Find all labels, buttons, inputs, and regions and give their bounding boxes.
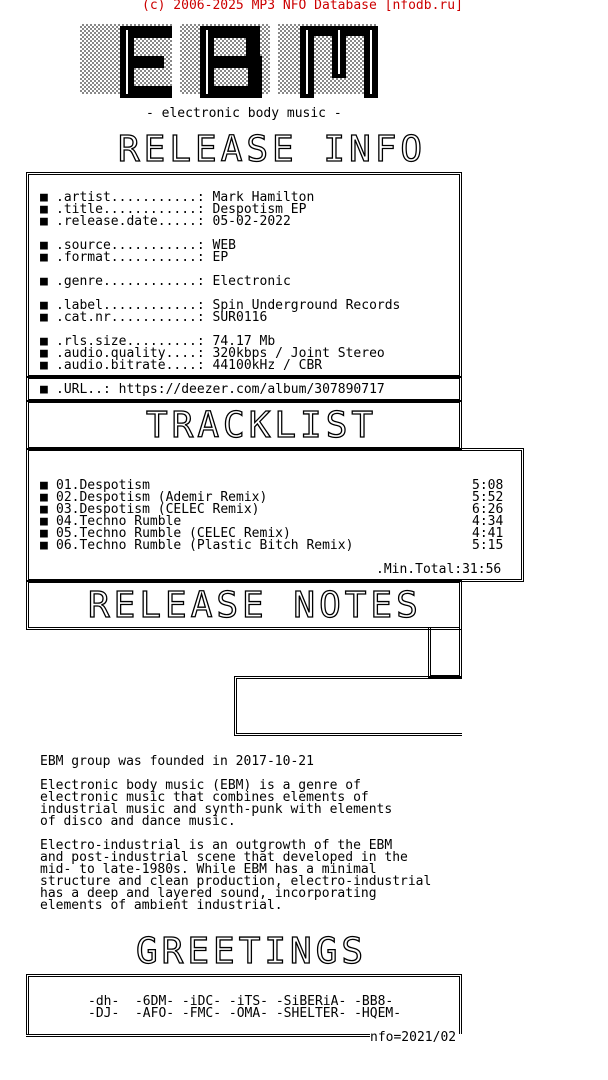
bullet-icon: ■ <box>40 238 48 253</box>
cat-nr-line: .cat.nr...........: SUR0116 <box>56 310 268 325</box>
bullet-icon: ■ <box>40 214 48 229</box>
bullet-icon: ■ <box>40 274 48 289</box>
track-name: 04.Techno Rumble <box>56 514 182 529</box>
notes-connector-top <box>428 628 462 678</box>
tagline: - electronic body music - <box>146 106 342 121</box>
title-line: .title............: Despotism EP <box>56 202 307 217</box>
track-time: 5:15 <box>472 538 504 553</box>
source-line: .source...........: WEB <box>56 238 237 253</box>
bullet-icon: ■ <box>40 202 48 217</box>
url-link[interactable]: .URL..: https://deezer.com/album/307890717 <box>56 382 385 397</box>
bullet-icon: ■ <box>40 310 48 325</box>
notes-paragraph-2: Electro-industrial is an outgrowth of the EBM and post-industrial scene that developed in the mid- to late-1980s. While EBM has a minimal structure and clean production, electro-industrial has a deep and layered sound, incorporating elements of ambient industrial. <box>40 838 432 913</box>
copyright-line: (c) 2006-2025 MP3 NFO Database [nfodb.ru] <box>142 0 463 13</box>
bullet-icon: ■ <box>40 490 48 505</box>
rls-size-line: .rls.size.........: 74.17 Mb <box>56 334 276 349</box>
artist-line: .artist...........: Mark Hamilton <box>56 190 315 205</box>
track-time: 4:41 <box>472 526 504 541</box>
notes-paragraph-1: Electronic body music (EBM) is a genre of electronic music that combines elements of industrial music and synth-punk with elements of disco and dance music. <box>40 778 393 829</box>
release-date-line: .release.date.....: 05-02-2022 <box>56 214 291 229</box>
track-time: 5:08 <box>472 478 504 493</box>
founded-line: EBM group was founded in 2017-10-21 <box>40 754 314 769</box>
format-line: .format...........: EP <box>56 250 229 265</box>
track-name: 06.Techno Rumble (Plastic Bitch Remix) <box>56 538 354 553</box>
bullet-icon: ■ <box>40 250 48 265</box>
track-time: 6:26 <box>472 502 504 517</box>
greets-row-1: -dh- -6DM- -iDC- -iTS- -SiBERiA- -BB8- <box>88 994 394 1009</box>
total-time: .Min.Total:31:56 <box>376 562 502 577</box>
footer-line <box>26 1034 370 1037</box>
bullet-icon: ■ <box>40 538 48 553</box>
greetings-heading: GREETINGS <box>136 931 368 972</box>
bullet-icon: ■ <box>40 346 48 361</box>
track-time: 4:34 <box>472 514 504 529</box>
bullet-icon: ■ <box>40 514 48 529</box>
track-name: 05.Techno Rumble (CELEC Remix) <box>56 526 291 541</box>
audio-quality-line: .audio.quality....: 320kbps / Joint Stereo <box>56 346 385 361</box>
footer-nfo-date: nfo=2021/02 <box>370 1030 457 1045</box>
bullet-icon: ■ <box>40 382 48 397</box>
greets-row-2: -DJ- -AFO- -FMC- -OMA- -SHELTER- -HQEM- <box>88 1006 402 1021</box>
bullet-icon: ■ <box>40 502 48 517</box>
track-name: 03.Despotism (CELEC Remix) <box>56 502 260 517</box>
release-notes-heading: RELEASE NOTES <box>88 585 422 626</box>
notes-connector-mid <box>234 676 462 736</box>
track-name: 02.Despotism (Ademir Remix) <box>56 490 268 505</box>
bullet-icon: ■ <box>40 190 48 205</box>
track-name: 01.Despotism <box>56 478 150 493</box>
bullet-icon: ■ <box>40 526 48 541</box>
bullet-icon: ■ <box>40 358 48 373</box>
audio-bitrate-line: .audio.bitrate....: 44100kHz / CBR <box>56 358 323 373</box>
track-time: 5:52 <box>472 490 504 505</box>
bullet-icon: ■ <box>40 478 48 493</box>
label-line: .label............: Spin Underground Records <box>56 298 401 313</box>
bullet-icon: ■ <box>40 298 48 313</box>
tracklist-heading: TRACKLIST <box>146 405 378 446</box>
ebm-logo <box>80 18 384 100</box>
bullet-icon: ■ <box>40 334 48 349</box>
release-info-heading: RELEASE INFO <box>118 129 427 170</box>
genre-line: .genre............: Electronic <box>56 274 291 289</box>
